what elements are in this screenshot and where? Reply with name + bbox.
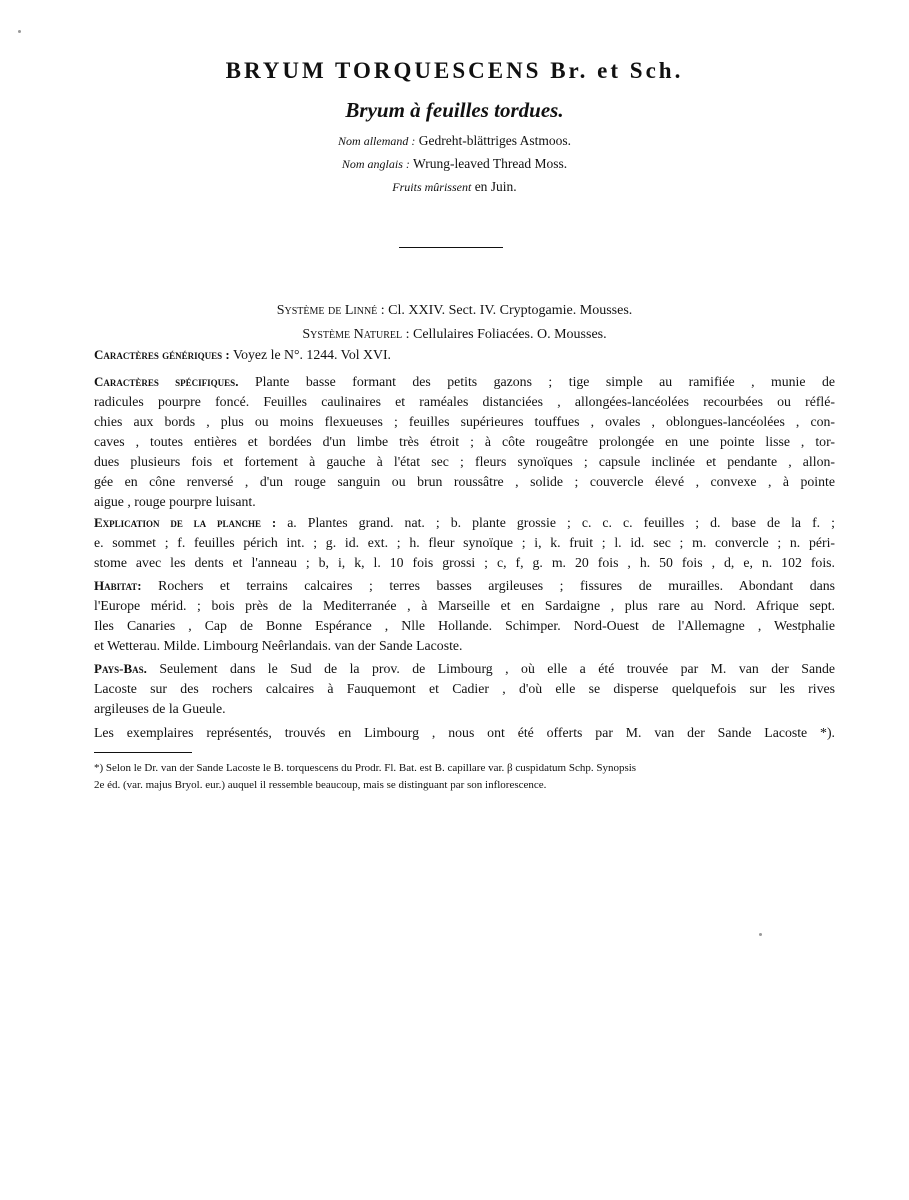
generiques-label: Caractères génériques : <box>94 347 230 362</box>
page-subtitle: Bryum à feuilles tordues. <box>345 98 564 122</box>
explication-label: Explication de la planche : <box>94 515 277 530</box>
german-name-label: Nom allemand : <box>338 134 416 148</box>
explication-line: e. sommet ; f. feuilles périch int. ; g. id. ext. ; h. fleur synoïque ; i, k. fruit ; l. id. sec ; m. convercle ; n. péri- <box>94 535 835 550</box>
caracteres-specifiques <box>94 372 835 512</box>
fruit-text: en Juin. <box>474 179 517 194</box>
footnote-line: *) Selon le Dr. van der Sande Lacoste le B. torquescens du Prodr. Fl. Bat. est B. capillare var. β cuspidatum Schp. Synopsis <box>94 762 637 774</box>
paysbas-line: Seulement dans le Sud de la prov. de Limbourg , où elle a été trouvée par M. van der Sande <box>159 661 835 676</box>
specifiques-line: Plante basse formant des petits gazons ; tige simple au ramifiée , munie de <box>254 374 836 389</box>
habitat-label: Habitat: <box>94 578 142 593</box>
page-title: BRYUM TORQUESCENS Br. et Sch. <box>225 58 684 83</box>
specifiques-label: Caractères spécifiques. <box>94 374 239 389</box>
footnote-rule <box>94 752 192 753</box>
specifiques-line: aigue , rouge pourpre luisant. <box>94 494 256 509</box>
explication-line: stome avec les dents et l'anneau ; b, i, k, l. 10 fois grossi ; c, f, g. m. 20 fois , h. 50 fois , d, e, n. 102 fois. <box>94 555 835 570</box>
habitat-line: et Wetterau. Milde. Limbourg Neêrlandais. van der Sande Lacoste. <box>94 638 463 653</box>
english-name-row <box>0 156 909 172</box>
section-divider <box>399 247 503 248</box>
systeme-naturel-text: Cellulaires Foliacées. O. Mousses. <box>412 327 607 342</box>
exemplaires-note <box>94 723 835 743</box>
exemplaires-text: Les exemplaires représentés, trouvés en Limbourg , nous ont été offerts par M. van der Sande Lacoste *). <box>94 725 835 740</box>
fruit-row <box>0 179 909 195</box>
english-name: Wrung-leaved Thread Moss. <box>413 156 568 171</box>
paysbas-line: argileuses de la Gueule. <box>94 701 226 716</box>
fruit-label: Fruits mûrissent <box>392 180 472 194</box>
habitat-line: Iles Canaries , Cap de Bonne Espérance , Nlle Hollande. Schimper. Nord-Ouest de l'Allemagne , Westphalie <box>94 618 835 633</box>
systeme-linne-row <box>0 303 909 319</box>
specifiques-line: dues plusieurs fois et fortement à gauche à l'état sec ; fleurs synoïques ; capsule inclinée et pendante , allon- <box>94 454 835 469</box>
systeme-linne-label: Système de Linné : <box>276 303 385 318</box>
specifiques-line: chies aux bords , plus ou moins flexueuses ; feuilles supérieures touffues , ovales , oblongues-lancéolées , con- <box>94 414 835 429</box>
habitat-line: l'Europe mérid. ; bois près de la Mediterranée , à Marseille et en Sardaigne , plus rare au Nord. Afrique sept. <box>94 598 835 613</box>
systeme-naturel-row <box>0 327 909 343</box>
specifiques-line: radicules pourpre foncé. Feuilles caulinaires et raméales distanciées , allongées-lancéolées recourbées ou réflé- <box>94 394 835 409</box>
systeme-linne-text: Cl. XXIV. Sect. IV. Cryptogamie. Mousses. <box>388 303 633 318</box>
paysbas-label: Pays-Bas. <box>94 661 147 676</box>
habitat-line: Rochers et terrains calcaires ; terres basses argileuses ; fissures de murailles. Abondant dans <box>158 578 835 593</box>
explication-line: a. Plantes grand. nat. ; b. plante grossie ; c. c. c. feuilles ; d. base de la f. ; <box>287 515 835 530</box>
caracteres-generiques <box>94 345 835 365</box>
german-name: Gedreht-blättriges Astmoos. <box>418 133 571 148</box>
specifiques-line: gée en cône renversé , d'un rouge sanguin ou brun roussâtre , solide ; couvercle élevé , convexe , à pointe <box>94 474 835 489</box>
habitat <box>94 576 835 656</box>
paysbas-line: Lacoste sur des rochers calcaires à Fauquemont et Cadier , d'où elle se disperse quelquefois sur les rives <box>94 681 835 696</box>
paper-speck <box>18 30 21 33</box>
systeme-naturel-label: Système Naturel : <box>302 327 410 342</box>
generiques-text: Voyez le N°. 1244. Vol XVI. <box>232 347 391 362</box>
specifiques-line: caves , toutes entières et bordées d'un limbe très étroit ; à côte rougeâtre prolongée en une pointe lisse , tor- <box>94 434 835 449</box>
footnote-line: 2e éd. (var. majus Bryol. eur.) auquel il ressemble beaucoup, mais se distinguant par son inflorescence. <box>94 779 547 791</box>
explication-planche <box>94 513 835 573</box>
pays-bas <box>94 659 835 719</box>
german-name-row <box>0 133 909 149</box>
paper-speck <box>759 933 762 936</box>
english-name-label: Nom anglais : <box>341 157 410 171</box>
footnote <box>94 760 835 794</box>
